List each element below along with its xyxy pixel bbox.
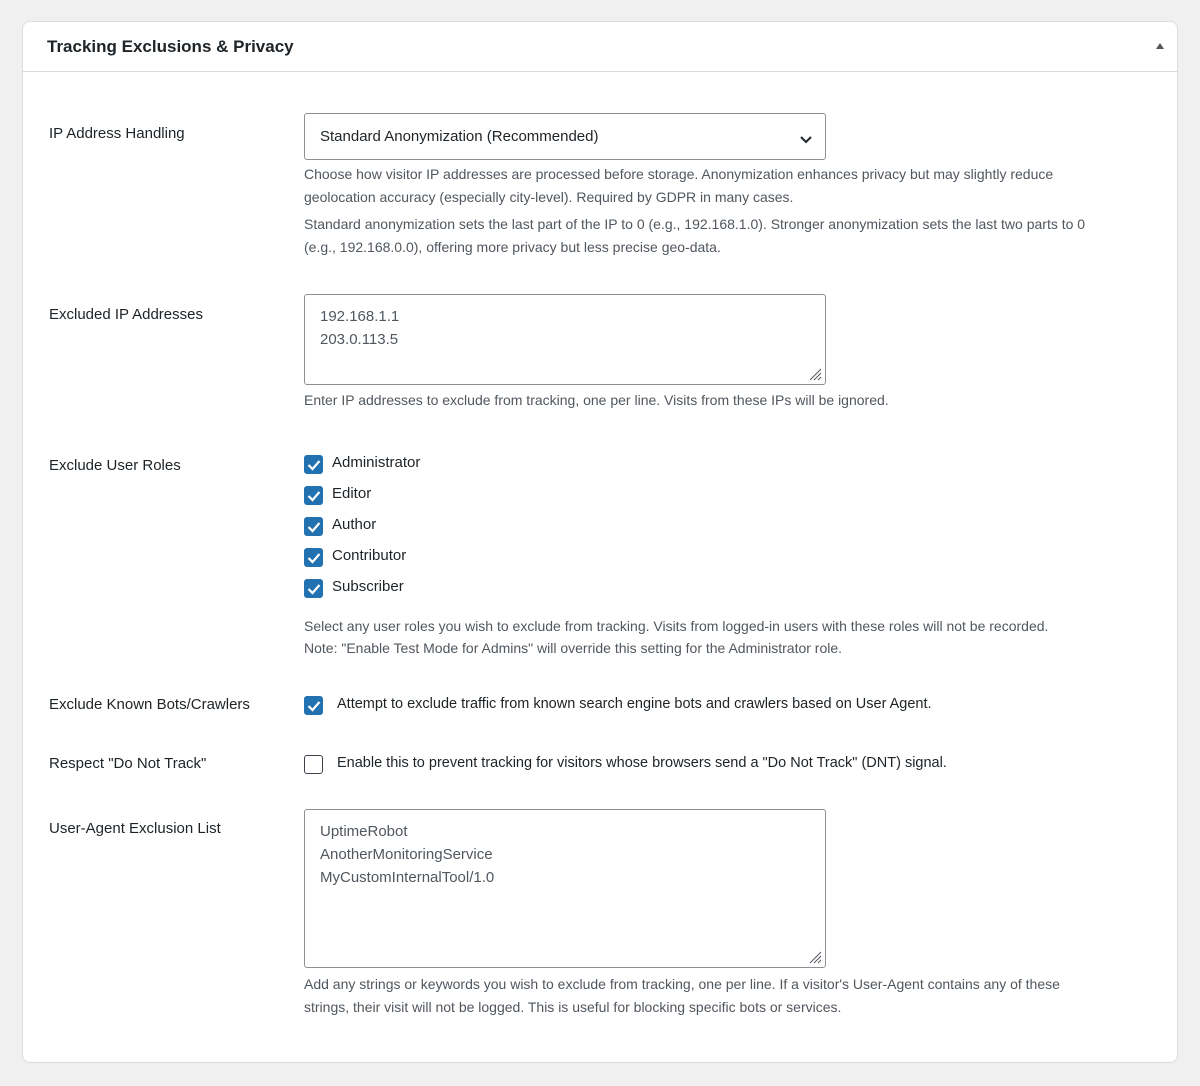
role-author-label: Author bbox=[332, 516, 377, 533]
excluded-ips-textarea[interactable]: 192.168.1.1 203.0.113.5 bbox=[304, 294, 826, 385]
resize-handle-icon[interactable] bbox=[808, 367, 822, 381]
role-administrator-label: Administrator bbox=[332, 454, 421, 471]
role-administrator-checkbox[interactable] bbox=[304, 455, 323, 474]
dnt-label: Respect "Do Not Track" bbox=[49, 755, 207, 772]
user-roles-label: Exclude User Roles bbox=[49, 457, 181, 474]
ip-handling-label: IP Address Handling bbox=[49, 125, 185, 142]
excluded-ips-desc: Enter IP addresses to exclude from tracking, one per line. Visits from these IPs will be ignored. bbox=[304, 392, 889, 408]
triangle-up-icon[interactable] bbox=[1153, 39, 1167, 53]
bots-checkbox[interactable] bbox=[304, 696, 323, 715]
role-contributor-label: Contributor bbox=[332, 547, 407, 564]
role-editor-checkbox[interactable] bbox=[304, 486, 323, 505]
user-roles-desc-line: Select any user roles you wish to exclude from tracking. Visits from logged-in users with these roles will not be recorded. bbox=[304, 618, 1049, 634]
role-author-checkbox[interactable] bbox=[304, 517, 323, 536]
tracking-exclusions-panel bbox=[22, 21, 1178, 1063]
role-subscriber-row[interactable] bbox=[304, 579, 1164, 610]
panel-title: Tracking Exclusions & Privacy bbox=[47, 37, 294, 56]
dnt-text: Enable this to prevent tracking for visitors whose browsers send a "Do Not Track" (DNT) signal. bbox=[337, 755, 947, 771]
user-agent-textarea[interactable]: UptimeRobot AnotherMonitoringService MyCustomInternalTool/1.0 bbox=[304, 809, 826, 968]
ip-handling-selected-value: Standard Anonymization (Recommended) bbox=[320, 128, 599, 145]
role-administrator-row[interactable] bbox=[304, 455, 1164, 486]
user-agent-desc-line: strings, their visit will not be logged. This is useful for blocking specific bots or services. bbox=[304, 999, 842, 1015]
resize-handle-icon[interactable] bbox=[808, 950, 822, 964]
bots-text: Attempt to exclude traffic from known search engine bots and crawlers based on User Agent. bbox=[337, 696, 932, 712]
role-author-row[interactable] bbox=[304, 517, 1164, 548]
chevron-down-icon bbox=[799, 132, 813, 142]
role-contributor-checkbox[interactable] bbox=[304, 548, 323, 567]
ip-handling-desc-line: (e.g., 192.168.0.0), offering more privacy but less precise geo-data. bbox=[304, 239, 721, 255]
role-contributor-row[interactable] bbox=[304, 548, 1164, 579]
panel-header[interactable] bbox=[23, 22, 1177, 72]
ip-handling-desc-line: Standard anonymization sets the last part of the IP to 0 (e.g., 192.168.1.0). Stronger anonymization sets the last two parts to 0 bbox=[304, 216, 1086, 232]
role-subscriber-checkbox[interactable] bbox=[304, 579, 323, 598]
user-roles-desc-line: Note: "Enable Test Mode for Admins" will override this setting for the Administrator role. bbox=[304, 640, 843, 656]
ip-handling-desc-line: geolocation accuracy (especially city-level). Required by GDPR in many cases. bbox=[304, 189, 794, 205]
role-subscriber-label: Subscriber bbox=[332, 578, 404, 595]
dnt-checkbox[interactable] bbox=[304, 755, 323, 774]
user-agent-desc-line: Add any strings or keywords you wish to exclude from tracking, one per line. If a visitor's User-Agent contains any of these bbox=[304, 976, 1060, 992]
ip-handling-select[interactable] bbox=[304, 113, 826, 160]
excluded-ips-label: Excluded IP Addresses bbox=[49, 306, 203, 323]
role-editor-row[interactable] bbox=[304, 486, 1164, 517]
bots-label: Exclude Known Bots/Crawlers bbox=[49, 696, 250, 713]
role-editor-label: Editor bbox=[332, 485, 372, 502]
user-agent-label: User-Agent Exclusion List bbox=[49, 820, 221, 837]
ip-handling-desc-line: Choose how visitor IP addresses are processed before storage. Anonymization enhances privacy but may slightly reduce bbox=[304, 166, 1054, 182]
